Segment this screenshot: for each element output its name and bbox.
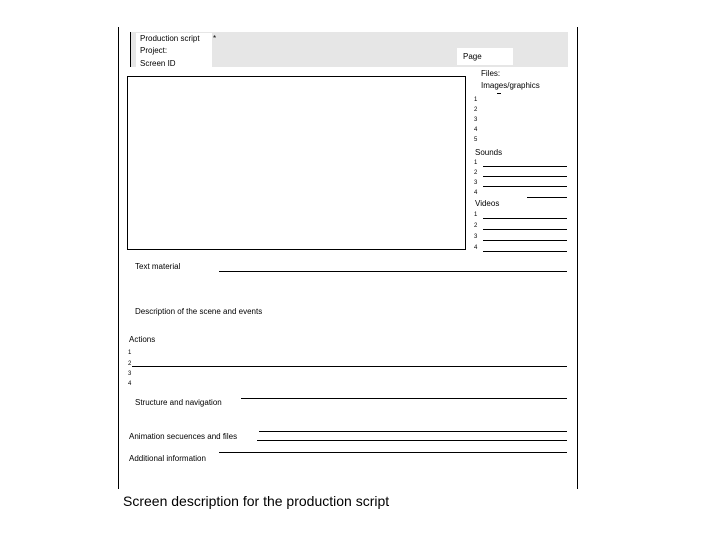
animation-files-label: Animation secuences and files <box>129 432 238 441</box>
videos-item-2: 2 <box>474 223 478 229</box>
images-item-5: 5 <box>474 137 478 143</box>
page-label: Page <box>463 52 482 61</box>
files-heading: Files: <box>481 69 501 78</box>
animation-files-line-1 <box>259 431 567 432</box>
videos-line-1 <box>483 218 567 219</box>
videos-item-3: 3 <box>474 234 478 240</box>
images-item-3: 3 <box>474 117 478 123</box>
images-heading-mark <box>497 93 501 94</box>
images-item-4: 4 <box>474 127 478 133</box>
structure-navigation-label: Structure and navigation <box>135 398 222 407</box>
sounds-line-1 <box>483 166 567 167</box>
text-material-label: Text material <box>135 262 181 271</box>
videos-heading: Videos <box>475 199 500 208</box>
videos-line-2 <box>483 229 567 230</box>
structure-navigation-line <box>241 398 567 399</box>
actions-item-1: 1 <box>128 350 132 356</box>
production-script-title: Production script <box>140 34 200 43</box>
actions-line <box>132 366 567 367</box>
sounds-item-1: 1 <box>474 160 478 166</box>
images-graphics-heading: Images/graphics <box>481 81 540 90</box>
sounds-line-4 <box>527 197 567 198</box>
additional-info-label: Additional information <box>129 454 206 463</box>
page-left-border <box>118 27 119 489</box>
screen-preview-box <box>127 76 466 250</box>
sounds-heading: Sounds <box>475 148 503 157</box>
images-item-2: 2 <box>474 107 478 113</box>
screen-id-label: Screen ID <box>140 59 176 68</box>
slide-caption: Screen description for the production script <box>123 493 390 509</box>
sounds-item-2: 2 <box>474 170 478 176</box>
actions-item-2: 2 <box>128 361 132 367</box>
sounds-line-2 <box>483 176 567 177</box>
sounds-line-3 <box>483 186 567 187</box>
videos-line-4 <box>483 251 567 252</box>
project-label: Project: <box>140 46 168 55</box>
scene-description-label: Description of the scene and events <box>135 307 263 316</box>
sounds-item-3: 3 <box>474 180 478 186</box>
actions-item-4: 4 <box>128 381 132 387</box>
actions-label: Actions <box>129 335 156 344</box>
header-left-rule <box>130 32 131 67</box>
title-asterisk: * <box>213 34 217 43</box>
videos-item-4: 4 <box>474 245 478 251</box>
videos-item-1: 1 <box>474 212 478 218</box>
text-material-line <box>219 271 567 272</box>
videos-line-3 <box>483 240 567 241</box>
actions-item-3: 3 <box>128 371 132 377</box>
animation-files-line-2 <box>257 440 567 441</box>
images-item-1: 1 <box>474 97 478 103</box>
sounds-item-4: 4 <box>474 190 478 196</box>
page-right-border <box>577 27 578 489</box>
additional-info-line <box>219 452 567 453</box>
